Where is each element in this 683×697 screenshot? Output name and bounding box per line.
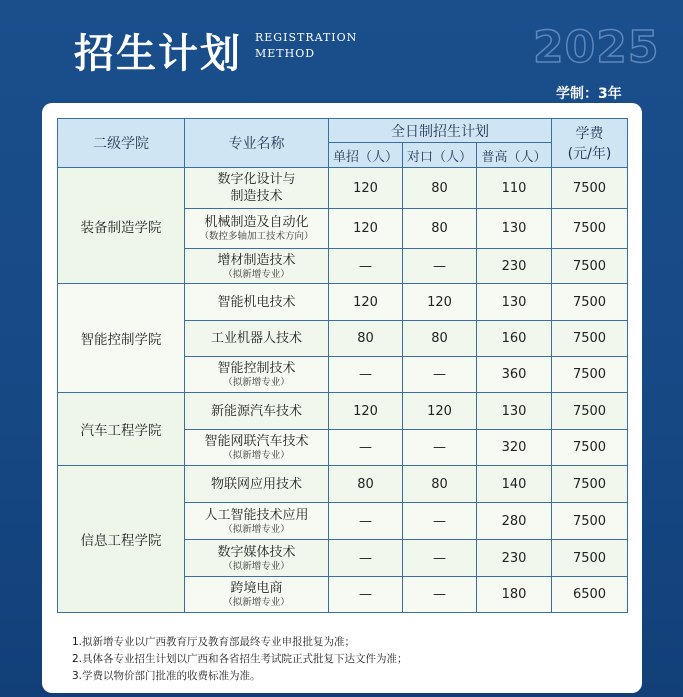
major-note: （拟新增专业） [223,560,290,572]
header-danzhao: 单招（人） [329,143,403,168]
fee-cell: 7500 [552,466,628,503]
watermark: 高考直通车 [548,653,638,673]
duikou-cell: 80 [403,466,477,503]
college-name: 装备制造学院 [58,168,185,284]
major-name: 智能网联汽车技术 [204,434,309,449]
fee-cell: 7500 [552,540,628,577]
duikou-cell: — [403,540,477,577]
danzhao-cell: — [329,503,403,540]
college-name: 汽车工程学院 [58,393,185,466]
header-fee-label: 学费 [575,126,604,142]
pugao-cell: 180 [477,577,552,613]
pugao-cell: 130 [477,209,552,249]
major-name: 物联网应用技术 [210,476,302,492]
pugao-cell: 230 [477,249,552,284]
table-row [58,168,628,209]
fee-cell: 7500 [552,503,628,540]
header-plan-group: 全日制招生计划 [329,119,552,143]
major-cell [185,540,329,577]
duikou-cell: — [403,577,477,613]
note-2: 2.具体各专业招生计划以广西和各省招生考试院正式批复下达文件为准； [72,653,408,665]
pugao-cell: 360 [477,357,552,393]
header-college: 二级学院 [58,119,185,168]
major-name-line2: 制造技术 [230,189,283,204]
pugao-cell: 320 [477,430,552,466]
fee-cell: 7500 [552,284,628,321]
major-name: 增材制造技术 [217,252,296,268]
table-row [58,466,628,503]
danzhao-cell: — [329,357,403,393]
fee-cell: 7500 [552,168,628,209]
fee-cell: 7500 [552,357,628,393]
major-name: 机械制造及自动化 [204,215,309,230]
major-cell [185,393,329,430]
major-note: （拟新增专业） [223,597,290,608]
major-cell [185,357,329,393]
duikou-cell: — [403,503,477,540]
danzhao-cell: 80 [329,466,403,503]
pugao-cell: 140 [477,466,552,503]
duikou-cell: — [403,249,477,284]
major-name: 跨境电商 [230,581,283,596]
danzhao-cell: 120 [329,284,403,321]
danzhao-cell: 80 [329,321,403,357]
major-cell [185,209,329,249]
major-cell [185,168,329,209]
duikou-cell: 80 [403,209,477,249]
major-note: （拟新增专业） [223,450,290,461]
table-row [58,284,628,321]
danzhao-cell: — [329,577,403,613]
danzhao-cell: 120 [329,393,403,430]
note-3: 3.学费以物价部门批准的收费标准为准。 [72,670,261,682]
header-fee [552,119,628,168]
header-fee-unit: (元/年) [567,146,612,162]
danzhao-cell: 120 [329,168,403,209]
pugao-cell: 230 [477,540,552,577]
year-label: 2025 [533,22,660,73]
major-note: （数控多轴加工技术方向） [199,231,314,242]
major-cell [185,284,329,321]
major-cell [185,466,329,503]
duikou-cell: — [403,430,477,466]
major-cell [185,430,329,466]
major-name: 工业机器人技术 [210,331,302,346]
major-name: 数字化设计与 [217,172,296,187]
fee-cell: 7500 [552,321,628,357]
enrollment-table [57,118,628,613]
table-body [58,168,628,613]
major-name: 智能机电技术 [217,294,296,310]
page-subtitle [255,30,357,62]
fee-cell: 6500 [552,577,628,613]
college-name: 智能控制学院 [58,284,185,393]
duikou-cell: 120 [403,393,477,430]
note-1: 1.拟新增专业以广西教育厅及教育部最终专业申报批复为准； [72,636,356,648]
major-cell [185,503,329,540]
duikou-cell: 120 [403,284,477,321]
header-duikou: 对口（人） [403,143,477,168]
pugao-cell: 160 [477,321,552,357]
header-pugao: 普高（人） [477,143,552,168]
duikou-cell: 80 [403,168,477,209]
danzhao-cell: — [329,540,403,577]
fee-cell: 7500 [552,209,628,249]
danzhao-cell: — [329,430,403,466]
duikou-cell: — [403,357,477,393]
major-name: 数字媒体技术 [217,544,296,560]
pugao-cell: 130 [477,393,552,430]
duration-label: 学制：3年 [556,86,622,102]
college-name: 信息工程学院 [58,466,185,613]
major-note: （拟新增专业） [223,377,290,388]
subtitle-line-1: REGISTRATION [255,31,358,44]
pugao-cell: 280 [477,503,552,540]
major-name: 新能源汽车技术 [210,403,302,419]
major-name: 人工智能技术应用 [204,507,309,523]
plan-card [42,103,642,693]
pugao-cell: 130 [477,284,552,321]
page-title: 招生计划 [74,30,242,77]
major-cell [185,249,329,284]
major-note: （拟新增专业） [223,268,290,280]
fee-cell: 7500 [552,249,628,284]
notes [72,634,408,685]
fee-cell: 7500 [552,430,628,466]
major-cell [185,321,329,357]
subtitle-line-2: METHOD [255,47,316,60]
danzhao-cell: — [329,249,403,284]
major-note: （拟新增专业） [223,523,290,535]
header-major: 专业名称 [185,119,329,168]
pugao-cell: 110 [477,168,552,209]
danzhao-cell: 120 [329,209,403,249]
major-cell [185,577,329,613]
duikou-cell: 80 [403,321,477,357]
major-name: 智能控制技术 [217,361,296,376]
fee-cell: 7500 [552,393,628,430]
table-row [58,393,628,430]
